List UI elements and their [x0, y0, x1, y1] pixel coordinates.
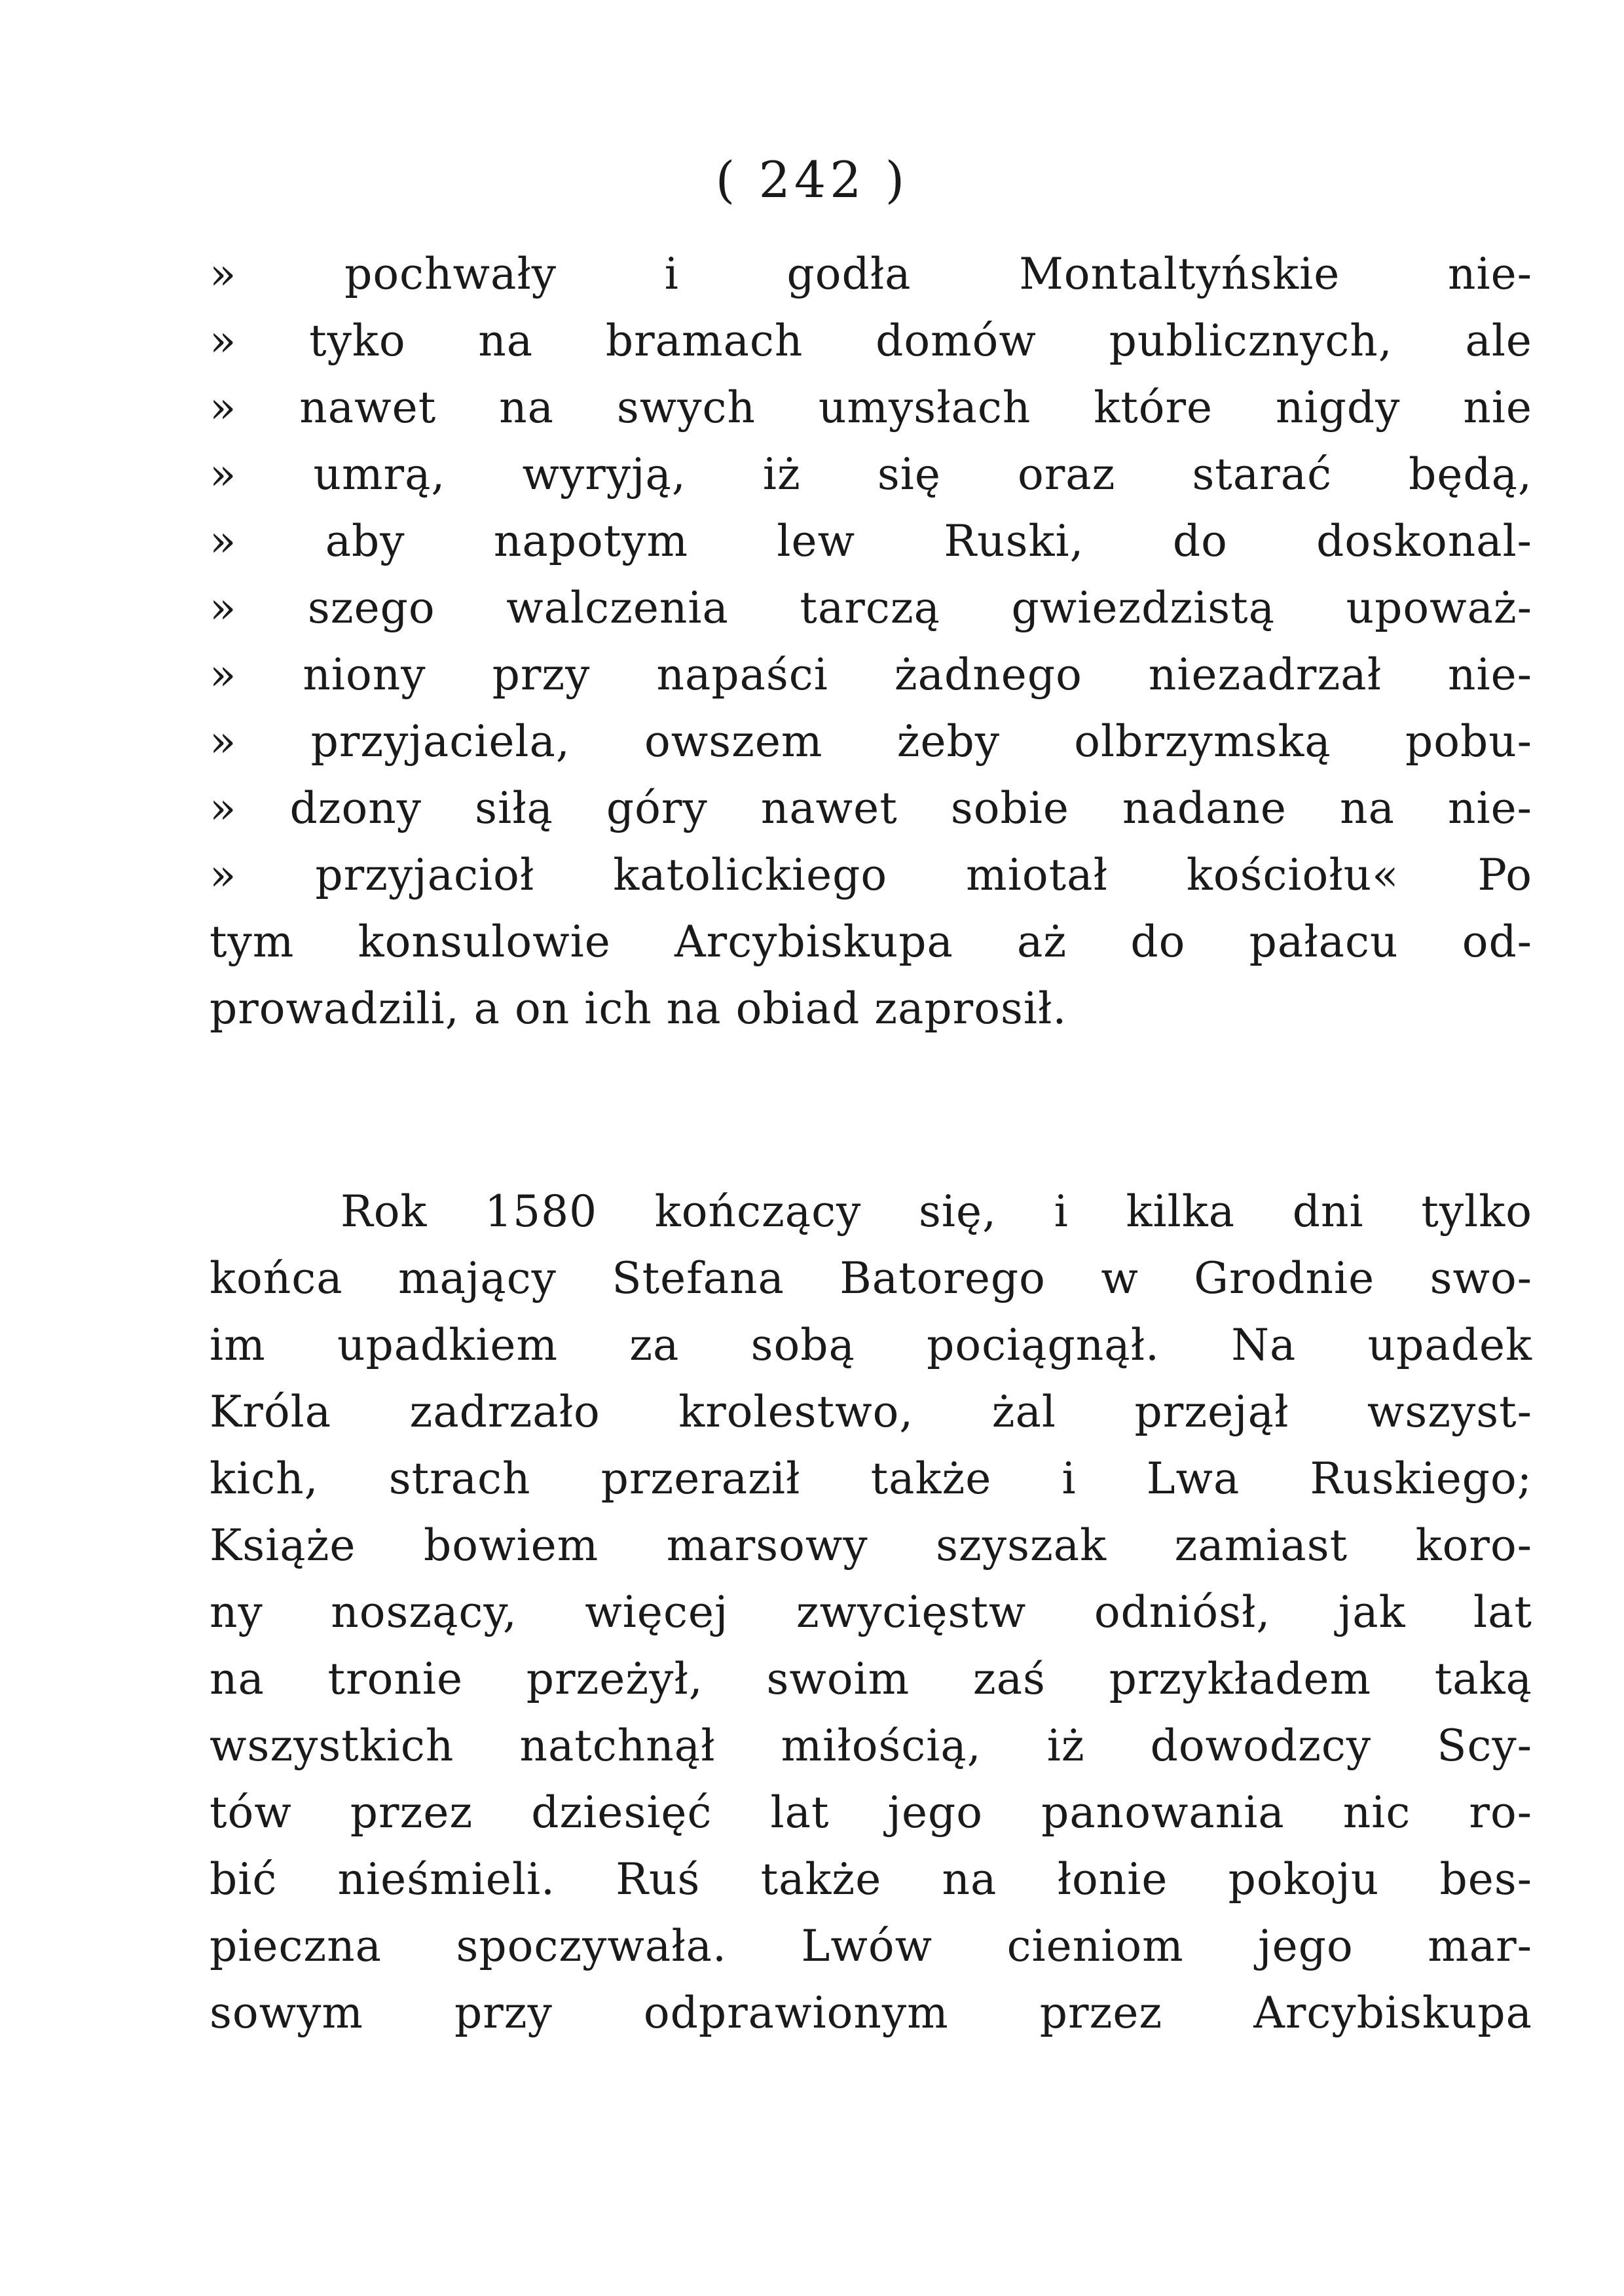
text-line: na tronie przeżył, swoim zaś przykładem taką — [210, 1654, 1532, 1704]
text-line: wszystkich natchnął miłością, iż dowodzcy Scy- — [210, 1721, 1532, 1771]
text-line: im upadkiem za sobą pociągnął. Na upadek — [210, 1320, 1532, 1370]
text-line: » przyjacioł katolickiego miotał kościołu« Po — [210, 850, 1532, 900]
paragraph-rok-1580 — [210, 1178, 1532, 2047]
text-line: » pochwały i godła Montaltyńskie nie- — [210, 249, 1532, 299]
text-line: prowadzili, a on ich na obiad zaprosił. — [210, 983, 1067, 1034]
text-line: » dzony siłą góry nawet sobie nadane na nie- — [210, 783, 1532, 833]
text-line: kich, strach przeraził także i Lwa Ruskiego; — [210, 1453, 1532, 1504]
text-line: » tyko na bramach domów publicznych, ale — [210, 316, 1532, 366]
text-line: sowym przy odprawionym przez Arcybiskupa — [210, 1988, 1532, 2038]
text-line: Książe bowiem marsowy szyszak zamiast koro- — [210, 1520, 1532, 1571]
text-line: » aby napotym lew Ruski, do doskonal- — [210, 516, 1532, 566]
text-line: Króla zadrzało krolestwo, żal przejął wszyst- — [210, 1387, 1532, 1437]
text-line: Rok 1580 kończący się, i kilka dni tylko — [341, 1186, 1532, 1237]
text-line: » przyjaciela, owszem żeby olbrzymską pobu- — [210, 716, 1532, 767]
text-line: tów przez dziesięć lat jego panowania nic ro- — [210, 1787, 1532, 1838]
text-line: pieczna spoczywała. Lwów cieniom jego mar- — [210, 1921, 1532, 1971]
text-line: tym konsulowie Arcybiskupa aż do pałacu od- — [210, 917, 1532, 967]
paragraph-quote — [210, 241, 1532, 1042]
text-line: bić nieśmieli. Ruś także na łonie pokoju bes- — [210, 1854, 1532, 1904]
text-line: » umrą, wyryją, iż się oraz starać będą, — [210, 449, 1532, 500]
text-line: » szego walczenia tarczą gwiezdzistą upoważ- — [210, 583, 1532, 633]
text-line: końca mający Stefana Batorego w Grodnie swo- — [210, 1253, 1532, 1303]
text-line: » nawet na swych umysłach które nigdy nie — [210, 382, 1532, 433]
page-number: ( 242 ) — [715, 151, 909, 209]
text-line: ny noszący, więcej zwycięstw odniósł, jak lat — [210, 1587, 1532, 1637]
text-line: » niony przy napaści żadnego niezadrzał nie- — [210, 649, 1532, 700]
